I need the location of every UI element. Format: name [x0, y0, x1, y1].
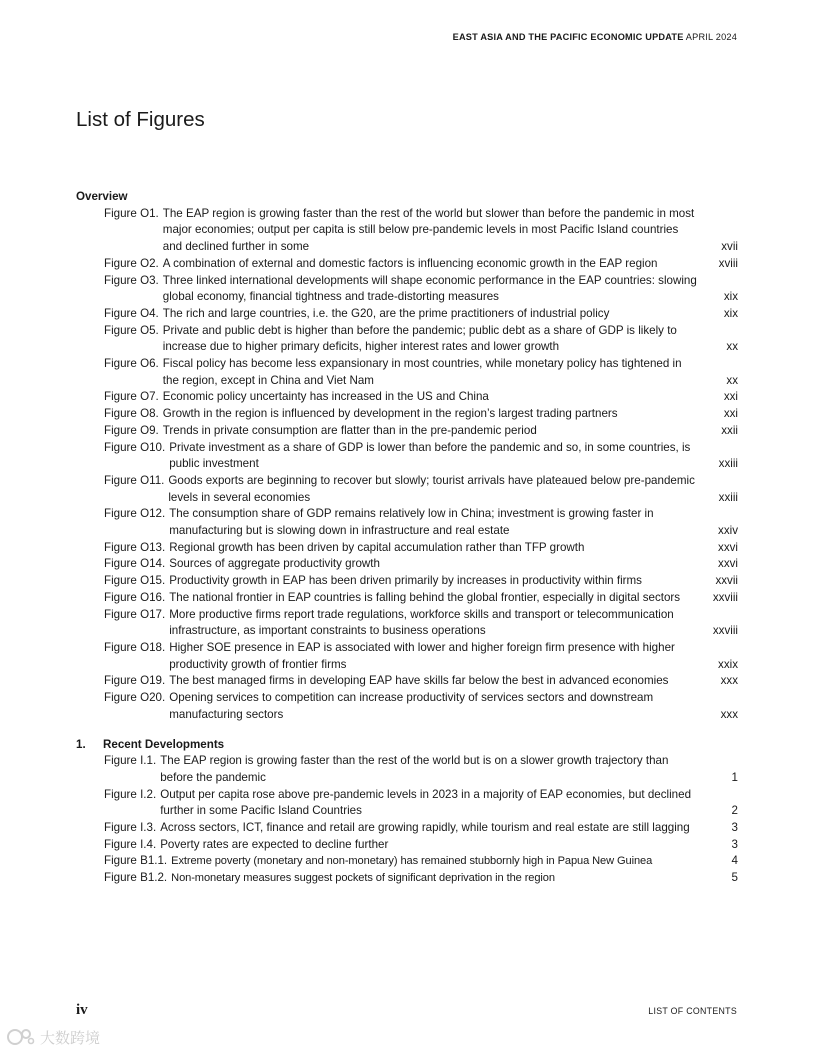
- figure-entry[interactable]: [76, 473, 738, 506]
- figure-label: Figure I.4.: [104, 837, 157, 851]
- figure-entry[interactable]: [76, 590, 738, 607]
- figure-label: Figure O1.: [104, 206, 159, 220]
- figure-entry[interactable]: [76, 787, 738, 820]
- figure-entry[interactable]: [76, 406, 738, 423]
- figure-entry[interactable]: [76, 440, 738, 473]
- figure-caption: Regional growth has been driven by capital accumulation rather than TFP growth: [169, 540, 585, 554]
- page-number: iv: [76, 1002, 88, 1018]
- figure-label: Figure I.3.: [104, 821, 157, 835]
- figure-label: Figure O7.: [104, 390, 159, 404]
- figure-entry[interactable]: [76, 323, 738, 356]
- figure-label: Figure O6.: [104, 357, 159, 371]
- section-title: Overview: [76, 190, 128, 203]
- figure-page-number: 1: [731, 770, 738, 784]
- figure-entry[interactable]: [76, 506, 738, 539]
- figure-caption: Opening services to competition can increase productivity of services sectors and downstream manufacturing sectors: [169, 691, 654, 721]
- figure-caption: Fiscal policy has become less expansionary in most countries, while monetary policy has tightened in the region, except in China and Viet Nam: [162, 357, 682, 387]
- figure-caption: Economic policy uncertainty has increased in the US and China: [162, 390, 489, 404]
- page-title: List of Figures: [76, 108, 205, 131]
- figure-page-number: xxvi: [718, 557, 738, 571]
- figure-caption: Growth in the region is influenced by development in the region’s largest trading partners: [162, 407, 618, 421]
- figure-page-number: 3: [731, 837, 738, 851]
- figure-page-number: xviii: [718, 256, 738, 270]
- figure-label: Figure O4.: [104, 306, 159, 320]
- figure-label: Figure O15.: [104, 574, 166, 588]
- figure-caption: The rich and large countries, i.e. the G20, are the prime practitioners of industrial policy: [162, 306, 610, 320]
- figure-entry[interactable]: [76, 273, 738, 306]
- watermark-logo-icon: [6, 1026, 36, 1048]
- running-footer: LIST OF CONTENTS: [648, 1006, 737, 1016]
- list-of-figures: [76, 189, 738, 887]
- figure-caption: Productivity growth in EAP has been driven primarily by increases in productivity within firms: [169, 574, 642, 588]
- figure-caption: Trends in private consumption are flatter than in the pre-pandemic period: [162, 423, 537, 437]
- figure-page-number: xvii: [721, 240, 738, 254]
- publication-title: EAST ASIA AND THE PACIFIC ECONOMIC UPDATE: [452, 32, 684, 42]
- section-heading[interactable]: [76, 737, 738, 754]
- figure-caption: Across sectors, ICT, finance and retail are growing rapidly, while tourism and real estate are still lagging: [160, 821, 690, 835]
- figure-page-number: xix: [723, 306, 738, 320]
- figure-page-number: xxii: [721, 423, 738, 437]
- figure-caption: Non-monetary measures suggest pockets of significant deprivation in the region: [171, 872, 555, 885]
- figure-label: Figure O17.: [104, 607, 166, 621]
- figure-entry[interactable]: [76, 256, 738, 273]
- figure-entry[interactable]: [76, 206, 738, 256]
- figure-entry[interactable]: [76, 556, 738, 573]
- figure-entry[interactable]: [76, 870, 738, 887]
- section-title: Recent Developments: [103, 737, 225, 751]
- figure-label: Figure O16.: [104, 590, 166, 604]
- running-header: [453, 32, 737, 42]
- figure-caption: Output per capita rose above pre-pandemic levels in 2023 in a majority of EAP economies, but declined further in some Pacific Island Countries: [160, 787, 692, 818]
- figure-caption: Goods exports are beginning to recover but slowly; tourist arrivals have plateaued below pre-pandemic levels in several economies: [168, 473, 695, 504]
- figure-page-number: xxiii: [718, 490, 738, 504]
- figure-page-number: xxi: [723, 390, 738, 404]
- figure-label: Figure O2.: [104, 256, 159, 270]
- figure-caption: The EAP region is growing faster than the rest of the world but is on a slower growth trajectory than before the pandemic: [160, 754, 669, 784]
- figure-label: Figure O14.: [104, 557, 166, 571]
- figure-label: Figure I.2.: [104, 787, 157, 801]
- figure-label: Figure I.1.: [104, 754, 157, 768]
- figure-page-number: 2: [731, 804, 738, 818]
- figure-entry[interactable]: [76, 389, 738, 406]
- figure-entry[interactable]: [76, 423, 738, 440]
- figure-entry[interactable]: [76, 820, 738, 837]
- toc-section: [76, 189, 738, 724]
- figure-caption: The best managed firms in developing EAP have skills far below the best in advanced economies: [169, 674, 669, 688]
- figure-caption: The EAP region is growing faster than the rest of the world but slower than before the pandemic in most major economies; output per capita is still below pre-pandemic levels in most Pacific Island countries and declined further in some: [162, 206, 695, 254]
- figure-page-number: xxviii: [712, 590, 738, 604]
- section-heading[interactable]: [76, 189, 738, 206]
- figure-page-number: xxiv: [718, 524, 738, 538]
- figure-caption: Poverty rates are expected to decline further: [160, 837, 389, 851]
- figure-page-number: xxx: [720, 674, 738, 688]
- figure-entry[interactable]: [76, 640, 738, 673]
- section-number: 1.: [76, 737, 86, 751]
- figure-caption: Private and public debt is higher than before the pandemic; public debt as a share of GDP is likely to increase due to higher primary deficits, higher interest rates and lower growth: [162, 323, 677, 354]
- figure-label: Figure O9.: [104, 423, 159, 437]
- figure-label: Figure O8.: [104, 407, 159, 421]
- figure-entry[interactable]: [76, 690, 738, 723]
- figure-caption: The national frontier in EAP countries is falling behind the global frontier, especially in digital sectors: [169, 590, 681, 604]
- watermark: [6, 1026, 100, 1048]
- figure-caption: The consumption share of GDP remains relatively low in China; investment is growing faster in manufacturing but is slowing down in infrastructure and real estate: [169, 507, 654, 538]
- figure-page-number: xxviii: [712, 624, 738, 638]
- figure-caption: Extreme poverty (monetary and non-monetary) has remained stubbornly high in Papua New Guinea: [171, 855, 653, 868]
- figure-page-number: xxvi: [718, 540, 738, 554]
- figure-label: Figure O5.: [104, 323, 159, 337]
- figure-page-number: xxx: [720, 707, 738, 721]
- figure-page-number: 4: [731, 854, 738, 868]
- figure-caption: More productive firms report trade regulations, workforce skills and transport or telecommunication infrastructure, as important constraints to business operations: [169, 607, 674, 638]
- figure-label: Figure O12.: [104, 507, 166, 521]
- figure-page-number: 5: [731, 871, 738, 885]
- figure-label: Figure O3.: [104, 273, 159, 287]
- figure-entry[interactable]: [76, 673, 738, 690]
- figure-entry[interactable]: [76, 573, 738, 590]
- toc-section: [76, 737, 738, 887]
- edition-date: APRIL 2024: [685, 32, 737, 42]
- figure-label: Figure B1.2.: [104, 871, 168, 885]
- figure-entry[interactable]: [76, 837, 738, 854]
- figure-page-number: xix: [723, 290, 738, 304]
- figure-page-number: xxiii: [718, 457, 738, 471]
- figure-label: Figure O18.: [104, 640, 166, 654]
- figure-entry[interactable]: [76, 607, 738, 640]
- figure-label: Figure O19.: [104, 674, 166, 688]
- figure-page-number: 3: [731, 821, 738, 835]
- figure-label: Figure O11.: [104, 473, 165, 487]
- figure-label: Figure O10.: [104, 440, 166, 454]
- figure-caption: A combination of external and domestic factors is influencing economic growth in the EAP region: [162, 256, 658, 270]
- figure-caption: Three linked international developments will shape economic performance in the EAP countries: slowing global economy, financial tightness and trade-distorting measures: [162, 273, 697, 304]
- figure-caption: Sources of aggregate productivity growth: [169, 557, 380, 571]
- figure-entry[interactable]: [76, 753, 738, 786]
- figure-page-number: xx: [726, 340, 738, 354]
- figure-label: Figure O13.: [104, 540, 166, 554]
- figure-entry[interactable]: [76, 540, 738, 557]
- figure-page-number: xxvii: [715, 574, 738, 588]
- figure-entry[interactable]: [76, 306, 738, 323]
- watermark-text: 大数跨境: [40, 1029, 101, 1047]
- figure-page-number: xxi: [723, 407, 738, 421]
- figure-page-number: xx: [726, 373, 738, 387]
- figure-caption: Higher SOE presence in EAP is associated with lower and higher foreign firm presence with higher productivity growth of frontier firms: [169, 640, 675, 671]
- figure-label: Figure O20.: [104, 691, 166, 705]
- figure-label: Figure B1.1.: [104, 854, 168, 868]
- figure-entry[interactable]: [76, 853, 738, 870]
- figure-caption: Private investment as a share of GDP is lower than before the pandemic and so, in some countries, is public investment: [169, 440, 691, 471]
- figure-page-number: xxix: [718, 657, 738, 671]
- figure-entry[interactable]: [76, 356, 738, 389]
